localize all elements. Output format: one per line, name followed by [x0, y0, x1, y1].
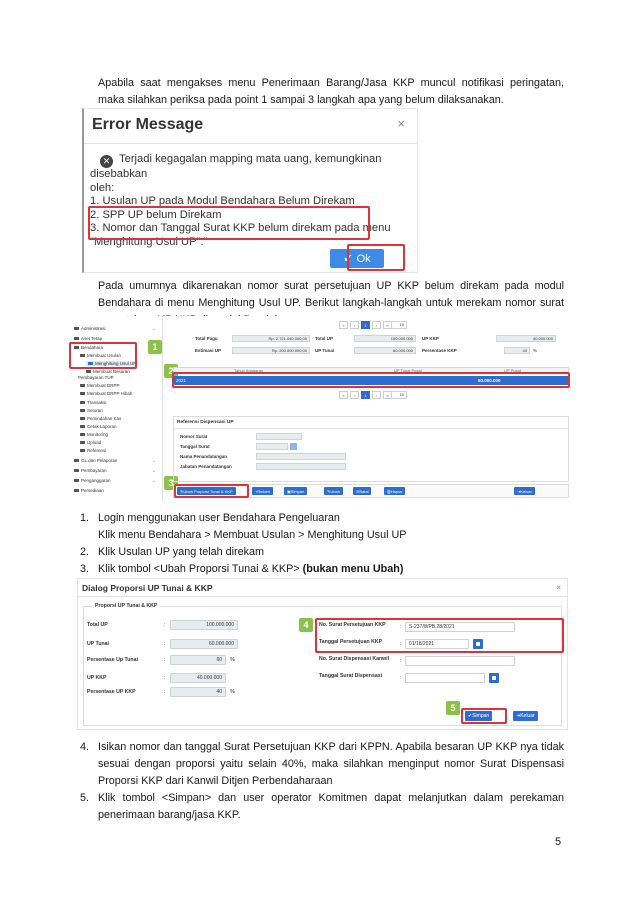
page-size-select[interactable]: 10	[391, 391, 407, 399]
step-badge: 2	[164, 364, 178, 378]
jabatan-penandatangan-label: Jabatan Penandatangan	[180, 464, 232, 469]
field-label: No. Surat Persetujuan KKP	[319, 622, 386, 628]
row-highlight-box	[172, 372, 570, 388]
highlight-box	[88, 206, 370, 240]
proporsi-dialog: Dialog Proporsi UP Tunai & KKP × Proporsi UP Tunai & KKP Total UP : 100.000.000 UP Tunai : 60.000.000 Persentase Up Tunai : 60 % UP KKP : 40.000.000 Persentase UP KKP : 40 % No. Surat Persetujuan KKP : S-237/WPB.28/2021 Tanggal Persetujuan KKP : 01/18/2021 No. Surat Dispensasi Kanwil : Tanggal Surat Dispensasi : 4 ✔ Simpan ⇥ Keluar 5	[77, 578, 568, 730]
button-highlight-box	[174, 484, 249, 498]
mid-paragraph: Pada umumnya dikarenakan nomor surat persetujuan UP KKP belum direkam pada modul Bendahara di menu Menghitung Usul UP. Berikut langkah-langkah untuk merekam nomor surat	[98, 280, 564, 309]
exit-icon: ⇥	[516, 713, 521, 719]
highlight-box	[69, 342, 137, 369]
panel-title: Referensi Dispensasi UP	[177, 420, 234, 425]
keluar-button[interactable]: ⇥ Keluar	[514, 487, 535, 495]
plus-icon: +	[255, 488, 258, 494]
no-surat-dispensasi-input[interactable]	[405, 656, 515, 666]
ubah-button[interactable]: ✎ Ubah	[324, 487, 343, 495]
percent-label: %	[230, 689, 235, 695]
folder-icon	[74, 327, 79, 331]
sidebar-item-setoran[interactable]: Setoran	[80, 408, 103, 413]
list-item: 4. Isikan nomor dan tanggal Surat Persetujuan KKP dari KPPN. Apabila besaran UP KKP nya tidak sesuai dengan proporsi yaitu selain 40%, maka silahkan menginput nomor Surat Dispensasi Proporsi KKP dari Kanwil Ditjen Perbendaharaan	[80, 741, 564, 787]
folder-icon	[74, 337, 79, 341]
sidebar-item-membuat-usulan[interactable]: Membuat Usulan	[80, 353, 121, 358]
up-kkp-field: 40.000.000	[170, 673, 226, 683]
column-header: UP Pusat	[504, 368, 521, 373]
sidebar-item-persediaan[interactable]: Persediaan	[74, 488, 104, 493]
intro-paragraph: Apabila saat mengakses menu Penerimaan Barang/Jasa KKP muncul notifikasi peringatan, maka silahkan periksa pada point 1 sampai 3 langkah apa yang belum dilaksanakan.	[98, 77, 564, 106]
chevron-down-icon: ⌄	[151, 458, 156, 464]
file-icon	[86, 370, 91, 374]
field-label: UP Tunai	[87, 641, 110, 647]
list-item: 1. Login menggunakan user Bendahara Pengeluaran	[80, 512, 340, 524]
chevron-down-icon: ⌄	[151, 478, 156, 484]
folder-icon	[80, 401, 85, 405]
list-item: 5. Klik tombol <Simpan> dan user operator Komitmen dapat melanjutkan dalam perekaman penerimaan barang/jasa KKP.	[80, 792, 564, 821]
total-pagu-field: Rp. 2.721.040.000,00	[232, 335, 310, 342]
up-tunai-field: 60.000.000	[354, 347, 416, 354]
keluar-button[interactable]: ⇥ Keluar	[513, 711, 538, 721]
field-label: Persentase Up Tunai	[87, 657, 138, 663]
divider	[78, 596, 567, 597]
sidebar-item-transaksi[interactable]: Transaksi	[80, 400, 106, 405]
error-dialog-title: Error Message	[92, 116, 204, 133]
save-icon: ▣	[287, 488, 291, 494]
column-header: Tahun Anggaran	[234, 368, 264, 373]
folder-icon	[80, 409, 85, 413]
sidebar-item-pemindahan-kas[interactable]: Pemindahan Kas	[80, 416, 121, 421]
calendar-icon[interactable]	[290, 443, 297, 450]
error-x-icon: ✕	[100, 155, 113, 168]
batal-button[interactable]: ⊘ Batal	[353, 487, 371, 495]
tanggal-surat-field[interactable]	[256, 443, 288, 450]
column-header: UP Tunai Pusat	[394, 368, 422, 373]
next-page-button[interactable]: ›	[372, 321, 381, 329]
trash-icon: ▥	[387, 488, 391, 494]
no-surat-persetujuan-input[interactable]: S-237/WPB.28/2021	[405, 622, 515, 632]
folder-icon	[74, 479, 79, 483]
steps-list-a	[80, 510, 564, 578]
error-dialog-body: ✕ Terjadi kegagalan mapping mata uang, kemungkinan disebabkan oleh: 1. Usulan UP pada Modul Bendahara Belum Direkam 2. SPP UP belum Direkam 3. Nomor dan Tanggal Surat KKP belum direkam pada menu "Menghitung Usul UP"."	[90, 153, 391, 248]
referensi-panel	[173, 416, 569, 482]
folder-icon	[80, 417, 85, 421]
dialog-title: Dialog Proporsi UP Tunai & KKP	[82, 583, 213, 593]
chevron-down-icon: ⌄	[151, 326, 156, 332]
rekam-button[interactable]: + Rekam	[252, 487, 273, 495]
sidebar-item-membuat-besaran[interactable]: Membuat Besaran	[86, 369, 130, 374]
ubah-proporsi-button[interactable]: ✎ Ubah Proporsi Tunai & KKP	[177, 487, 236, 495]
exit-icon: ⇥	[517, 488, 521, 494]
steps-list-b	[80, 739, 564, 824]
nomor-surat-field[interactable]	[256, 433, 302, 440]
step-badge: 3	[164, 476, 178, 490]
folder-icon	[80, 449, 85, 453]
percent-label: %	[533, 348, 538, 353]
hapus-button[interactable]: ▥ Hapus	[384, 487, 405, 495]
step-badge: 5	[446, 701, 460, 715]
last-page-button[interactable]: »	[383, 321, 392, 329]
total-up-label: Total UP	[315, 336, 333, 341]
pagination	[339, 391, 392, 399]
field-label: Tanggal Persetujuan KKP	[319, 639, 383, 645]
page-number: 5	[555, 836, 562, 848]
up-tunai-label: UP Tunai	[315, 348, 335, 353]
sidebar-item-bendahara[interactable]: Bendahara	[74, 345, 103, 350]
nomor-surat-label: Nomor Surat	[180, 434, 208, 439]
field-label: Total UP	[87, 622, 108, 628]
up-kkp-field: 40.000.000	[496, 335, 556, 342]
prev-page-button[interactable]: ‹	[350, 321, 359, 329]
persentase-kkp-field: 40	[504, 347, 530, 354]
save-highlight-box	[461, 708, 507, 724]
percent-label: %	[230, 657, 235, 663]
folder-icon	[80, 433, 85, 437]
sidebar-item-penganggaran[interactable]: Penganggaran	[74, 478, 111, 483]
calendar-icon[interactable]	[489, 673, 499, 683]
page-button[interactable]: 1	[361, 391, 370, 399]
ok-highlight-box	[347, 244, 405, 271]
list-item: Klik menu Bendahara > Membuat Usulan > Menghitung Usul UP	[98, 529, 407, 541]
up-kkp-label: UP KKP	[422, 336, 439, 341]
error-dialog	[82, 108, 418, 273]
step-badge: 1	[148, 340, 162, 354]
sidebar-item-membuat-drpp-hibah[interactable]: Membuat DRPP Hibah	[80, 391, 132, 396]
step-badge: 4	[299, 618, 313, 632]
close-icon[interactable]: ×	[397, 116, 405, 131]
first-page-button[interactable]: «	[339, 391, 348, 399]
sidebar-item-cetak-laporan[interactable]: Cetak Laporan	[80, 424, 117, 429]
up-tunai-field: 60.000.000	[170, 639, 238, 649]
edit-icon: ✎	[327, 488, 331, 494]
sidebar-item-membuat-drpp[interactable]: Membuat DRPP	[80, 383, 120, 388]
sidebar-item-gl-pelaporan[interactable]: GL dan Pelaporan	[74, 458, 117, 463]
next-page-button[interactable]: ›	[372, 391, 381, 399]
pagination	[339, 321, 392, 329]
field-label: UP KKP	[87, 675, 107, 681]
group-title: Proporsi UP Tunai & KKP	[92, 603, 160, 609]
divider	[174, 428, 568, 429]
last-page-button[interactable]: »	[383, 391, 392, 399]
field-label: Tanggal Surat Dispensasi	[319, 673, 383, 679]
close-icon[interactable]: ×	[556, 583, 561, 592]
total-up-field: 100.000.000	[354, 335, 416, 342]
sidebar-item-referensi[interactable]: Referensi	[80, 448, 106, 453]
tanggal-persetujuan-input[interactable]: 01/18/2021	[405, 639, 469, 649]
total-pagu-label: Total Pagu	[195, 336, 218, 341]
folder-icon	[74, 459, 79, 463]
tanggal-surat-label: Tanggal Surat	[180, 444, 210, 449]
persentase-kkp-label: Persentase KKP	[422, 348, 457, 353]
page-button[interactable]: 1	[361, 321, 370, 329]
divider	[84, 143, 417, 144]
jabatan-penandatangan-field[interactable]	[256, 463, 346, 470]
tanggal-surat-dispensasi-input[interactable]	[405, 673, 485, 683]
edit-icon: ✎	[180, 488, 184, 494]
sidebar-item-pembayaran-tup: Pembayaran TUP	[78, 375, 114, 380]
estimasi-up-label: Estimasi UP	[195, 348, 222, 353]
simpan-button[interactable]: ▣ Simpan	[284, 487, 307, 495]
persentase-up-kkp-field[interactable]: 40	[170, 687, 226, 697]
field-label: No. Surat Dispensasi Kanwil	[319, 656, 390, 662]
cancel-icon: ⊘	[356, 488, 360, 494]
prev-page-button[interactable]: ‹	[350, 391, 359, 399]
field-label: Persentase UP KKP	[87, 689, 136, 695]
nama-penandatangan-label: Nama Penandatangan	[180, 454, 228, 459]
ok-button[interactable]: ✔ Ok	[330, 249, 384, 268]
table-row[interactable]: 2021 60.000.000	[173, 376, 569, 385]
check-icon: ✔	[468, 713, 473, 719]
sidebar-item-monitoring[interactable]: Monitoring	[80, 432, 108, 437]
sidebar-item-administrasi[interactable]: Administrasi	[74, 326, 106, 331]
nama-penandatangan-field[interactable]	[256, 453, 346, 460]
total-up-field: 100.000.000	[170, 620, 238, 630]
file-icon	[80, 392, 85, 396]
first-page-button[interactable]: «	[339, 321, 348, 329]
file-icon	[80, 384, 85, 388]
sidebar-item-pembayaran[interactable]: Pembayaran	[74, 468, 107, 473]
sidebar-item-menghitung-usul-up[interactable]: Menghitung Usul UP	[86, 361, 138, 366]
sidebar-item-upload[interactable]: Upload	[80, 440, 101, 445]
folder-icon	[80, 425, 85, 429]
estimasi-up-field: Rp. 200.000.000,00	[232, 347, 310, 354]
check-icon: ✔	[343, 253, 353, 265]
folder-icon	[74, 469, 79, 473]
folder-icon	[74, 489, 79, 493]
page-size-select[interactable]: 10	[391, 321, 407, 329]
list-item: 3. Klik tombol <Ubah Proporsi Tunai & KKP> (bukan menu Ubah)	[80, 563, 404, 575]
folder-icon	[80, 441, 85, 445]
sidebar-item-aset-tetap[interactable]: Aset Tetap	[74, 336, 102, 341]
simpan-button[interactable]: ✔ Simpan	[465, 711, 492, 721]
highlight-box	[315, 618, 564, 653]
list-item: 2. Klik Usulan UP yang telah direkam	[80, 546, 265, 558]
app-screenshot	[64, 316, 570, 502]
chevron-down-icon: ⌄	[151, 468, 156, 474]
persentase-up-tunai-field: 60	[170, 655, 226, 665]
